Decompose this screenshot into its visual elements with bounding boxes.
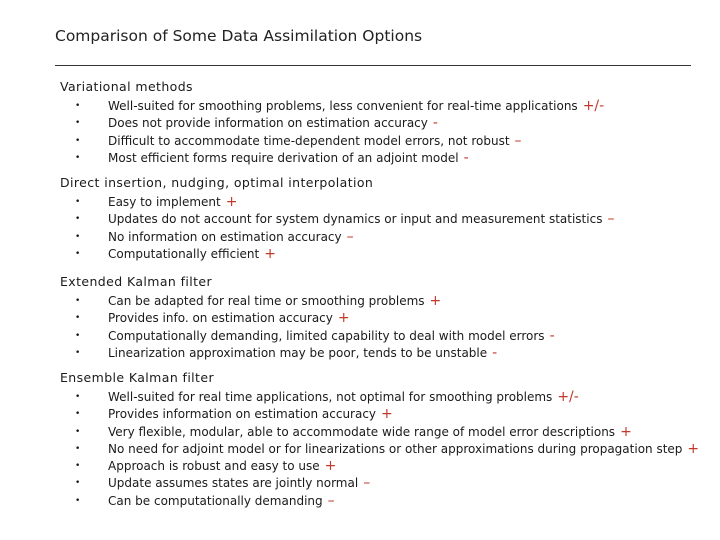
bullet-icon: • bbox=[75, 347, 81, 358]
assessment-mark: + bbox=[264, 245, 276, 262]
bullet-icon: • bbox=[75, 135, 81, 146]
assessment-mark: + bbox=[620, 423, 632, 440]
section-extended-kalman bbox=[60, 273, 555, 362]
item-text bbox=[108, 293, 441, 310]
section-heading: Variational methods bbox=[60, 79, 193, 94]
item-label: Provides info. on estimation accuracy bbox=[108, 311, 333, 326]
section-ensemble-kalman bbox=[60, 369, 700, 510]
bullet-icon: • bbox=[75, 101, 81, 111]
bullet-icon: • bbox=[75, 478, 81, 489]
item-text bbox=[108, 150, 469, 167]
item-label: Easy to implement bbox=[108, 195, 221, 209]
assessment-mark: - bbox=[549, 327, 555, 344]
item-text bbox=[108, 493, 335, 510]
list-item bbox=[60, 440, 700, 458]
list-item bbox=[60, 246, 373, 263]
slide-title: Comparison of Some Data Assimilation Options bbox=[55, 27, 423, 45]
item-label: Approach is robust and easy to use bbox=[108, 459, 320, 474]
item-label: Well-suited for smoothing problems, less convenient for real-time applications bbox=[108, 99, 578, 113]
item-text bbox=[108, 328, 555, 345]
assessment-mark: – bbox=[363, 475, 371, 492]
list-item bbox=[60, 423, 632, 441]
assessment-mark: – bbox=[327, 492, 335, 509]
item-label: Update assumes states are jointly normal bbox=[108, 476, 359, 491]
item-label: Does not provide information on estimation accuracy bbox=[108, 116, 428, 131]
item-text bbox=[108, 310, 350, 327]
list-item bbox=[60, 458, 337, 475]
bullet-icon: • bbox=[75, 248, 81, 259]
bullet-icon: • bbox=[75, 197, 81, 207]
section-variational bbox=[60, 78, 605, 167]
bullet-list bbox=[60, 98, 605, 167]
assessment-mark: +/- bbox=[582, 98, 605, 114]
section-heading: Ensemble Kalman filter bbox=[60, 370, 214, 385]
item-text bbox=[108, 98, 604, 115]
item-label: Difficult to accommodate time-dependent model errors, not robust bbox=[108, 133, 510, 148]
item-label: Computationally demanding, limited capability to deal with model errors bbox=[108, 328, 545, 343]
item-label: No need for adjoint model or for linearizations or other approximations during propagation step bbox=[108, 441, 683, 456]
item-text bbox=[108, 246, 276, 263]
item-text bbox=[108, 211, 614, 228]
assessment-mark: - bbox=[432, 115, 438, 132]
assessment-mark: + bbox=[381, 406, 393, 423]
list-item bbox=[60, 98, 605, 115]
list-item bbox=[60, 389, 579, 406]
item-label: Computationally efficient bbox=[108, 246, 260, 261]
item-text bbox=[108, 406, 393, 423]
bullet-list bbox=[60, 194, 615, 263]
bullet-icon: • bbox=[75, 152, 81, 163]
list-item bbox=[60, 344, 498, 362]
assessment-mark: + bbox=[687, 440, 700, 457]
list-item bbox=[60, 310, 350, 327]
item-text bbox=[108, 389, 579, 406]
assessment-mark: – bbox=[346, 228, 354, 245]
bullet-icon: • bbox=[75, 461, 81, 472]
item-text bbox=[108, 194, 237, 211]
bullet-icon: • bbox=[75, 231, 81, 242]
assessment-mark: + bbox=[337, 310, 350, 327]
bullet-icon: • bbox=[75, 426, 81, 437]
bullet-icon: • bbox=[75, 495, 81, 506]
bullet-icon: • bbox=[75, 409, 81, 420]
bullet-icon: • bbox=[75, 118, 81, 129]
item-label: Most efficient forms require derivation of an adjoint model bbox=[108, 150, 459, 165]
item-label: Can be computationally demanding bbox=[108, 493, 323, 508]
section-heading: Direct insertion, nudging, optimal interpolation bbox=[60, 175, 374, 190]
bullet-icon: • bbox=[75, 296, 81, 306]
assessment-mark: - bbox=[492, 344, 498, 361]
list-item bbox=[60, 327, 555, 345]
assessment-mark: + bbox=[324, 458, 337, 475]
item-label: Updates do not account for system dynamics or input and measurement statistics bbox=[108, 212, 603, 227]
bullet-icon: • bbox=[75, 313, 81, 324]
list-item bbox=[60, 115, 438, 132]
assessment-mark: + bbox=[429, 293, 442, 309]
assessment-mark: - bbox=[463, 149, 469, 166]
item-text bbox=[108, 115, 438, 132]
section-direct-insertion bbox=[60, 174, 615, 263]
assessment-mark: – bbox=[514, 132, 522, 149]
item-text bbox=[108, 441, 699, 458]
list-item bbox=[60, 211, 615, 228]
bullet-list bbox=[60, 293, 555, 362]
assessment-mark: – bbox=[607, 211, 615, 228]
list-item bbox=[60, 229, 373, 246]
list-item bbox=[60, 475, 371, 492]
item-label: Well-suited for real time applications, not optimal for smoothing problems bbox=[108, 390, 553, 404]
list-item bbox=[60, 132, 522, 150]
item-label: Very flexible, modular, able to accommodate wide range of model error descriptions bbox=[108, 424, 616, 439]
assessment-mark: + bbox=[225, 194, 238, 210]
list-item bbox=[60, 149, 469, 167]
bullet-icon: • bbox=[75, 443, 81, 454]
list-item bbox=[60, 492, 335, 510]
item-label: Can be adapted for real time or smoothing problems bbox=[108, 294, 425, 308]
item-text bbox=[108, 424, 632, 441]
bullet-icon: • bbox=[75, 330, 81, 341]
item-text bbox=[108, 345, 497, 362]
item-text bbox=[108, 133, 522, 150]
bullet-icon: • bbox=[75, 214, 81, 225]
item-label: Linearization approximation may be poor, tends to be unstable bbox=[108, 345, 488, 360]
section-heading: Extended Kalman filter bbox=[60, 274, 213, 289]
list-item bbox=[60, 293, 442, 310]
list-item bbox=[60, 406, 393, 423]
item-text bbox=[108, 458, 336, 475]
title-divider bbox=[55, 65, 691, 66]
item-label: Provides information on estimation accuracy bbox=[108, 407, 377, 422]
bullet-list bbox=[60, 389, 700, 510]
assessment-mark: +/- bbox=[557, 389, 579, 405]
item-label: No information on estimation accuracy bbox=[108, 229, 342, 244]
bullet-icon: • bbox=[75, 392, 81, 402]
item-text bbox=[108, 229, 354, 246]
list-item bbox=[60, 194, 373, 211]
item-text bbox=[108, 475, 370, 492]
